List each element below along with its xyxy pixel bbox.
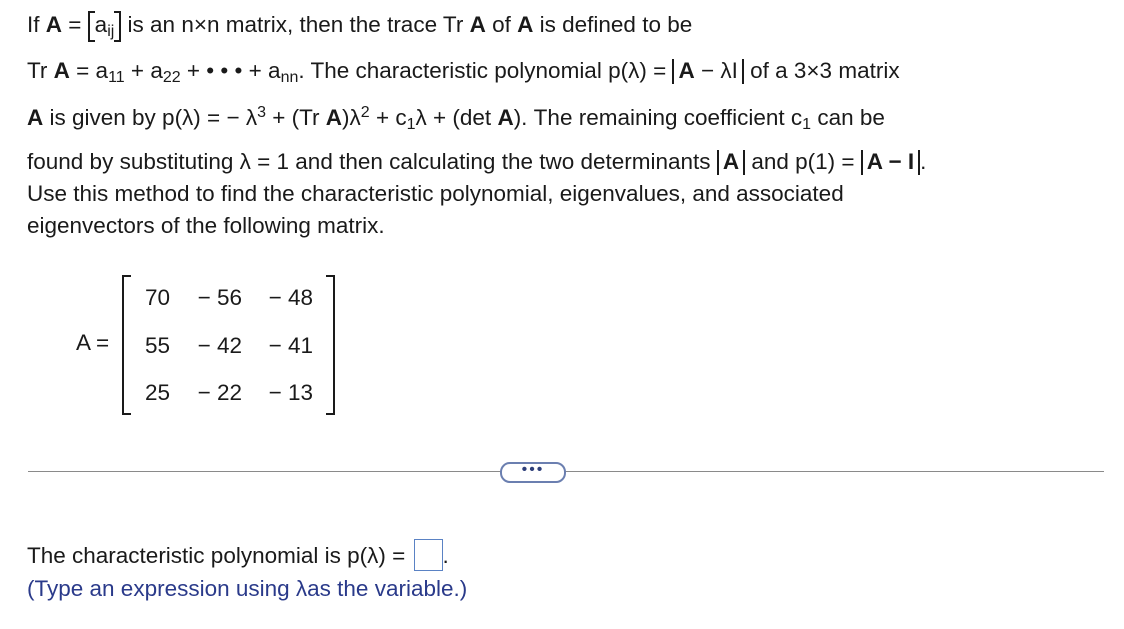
det-A-minus-lambda-I: A − λI — [672, 59, 743, 84]
det-A: A — [717, 150, 745, 175]
answer-hint: (Type an expression using λas the variable.) — [27, 576, 468, 601]
aij-bracket: $a_{ij}$ — [88, 14, 122, 37]
problem-line-1: If $A = a_{ij}$ is an n×n matrix, then the trace Tr A of A is defined to be — [27, 12, 693, 40]
matrix-cell: − 48 — [268, 285, 313, 310]
matrix-cell: − 56 — [197, 285, 242, 310]
matrix-cell: 55 — [144, 333, 170, 358]
answer-input[interactable] — [414, 539, 443, 571]
matrix-cell: − 41 — [268, 333, 313, 358]
matrix-label: A = — [76, 330, 110, 355]
matrix-cell: − 42 — [197, 333, 242, 358]
question-prompt: The characteristic polynomial is p(λ) = — [27, 543, 412, 568]
problem-line-5: Use this method to find the characteristic polynomial, eigenvalues, and associated — [27, 181, 844, 206]
problem-line-4: found by substituting λ = 1 and then calculating the two determinants A and p(1) = A − I . — [27, 149, 927, 174]
problem-line-6: eigenvectors of the following matrix. — [27, 213, 385, 238]
expand-more-button[interactable]: ••• — [500, 462, 566, 483]
matrix-cell: 25 — [144, 380, 170, 405]
matrix-cell: − 22 — [197, 380, 242, 405]
problem-line-2: Tr $A = a_{11} + a_{22}$ + • • • + $a_{nn}$. The characteristic polynomial p(λ) = A − λI of a 3×3 matrix — [27, 58, 900, 86]
matrix-cell: 70 — [144, 285, 170, 310]
question-line: The characteristic polynomial is p(λ) = . — [27, 539, 449, 571]
section-divider — [28, 471, 1104, 472]
matrix-cell: − 13 — [268, 380, 313, 405]
det-A-minus-I: A − I — [861, 150, 920, 175]
problem-line-3: A is given by p(λ) = − $\lambda^3 + (Tr$ $A)\lambda^2 + c_1\lambda + (\det$ A). The remaining coefficient $c_1$ can be — [27, 104, 885, 133]
matrix-right-bracket — [326, 275, 335, 415]
